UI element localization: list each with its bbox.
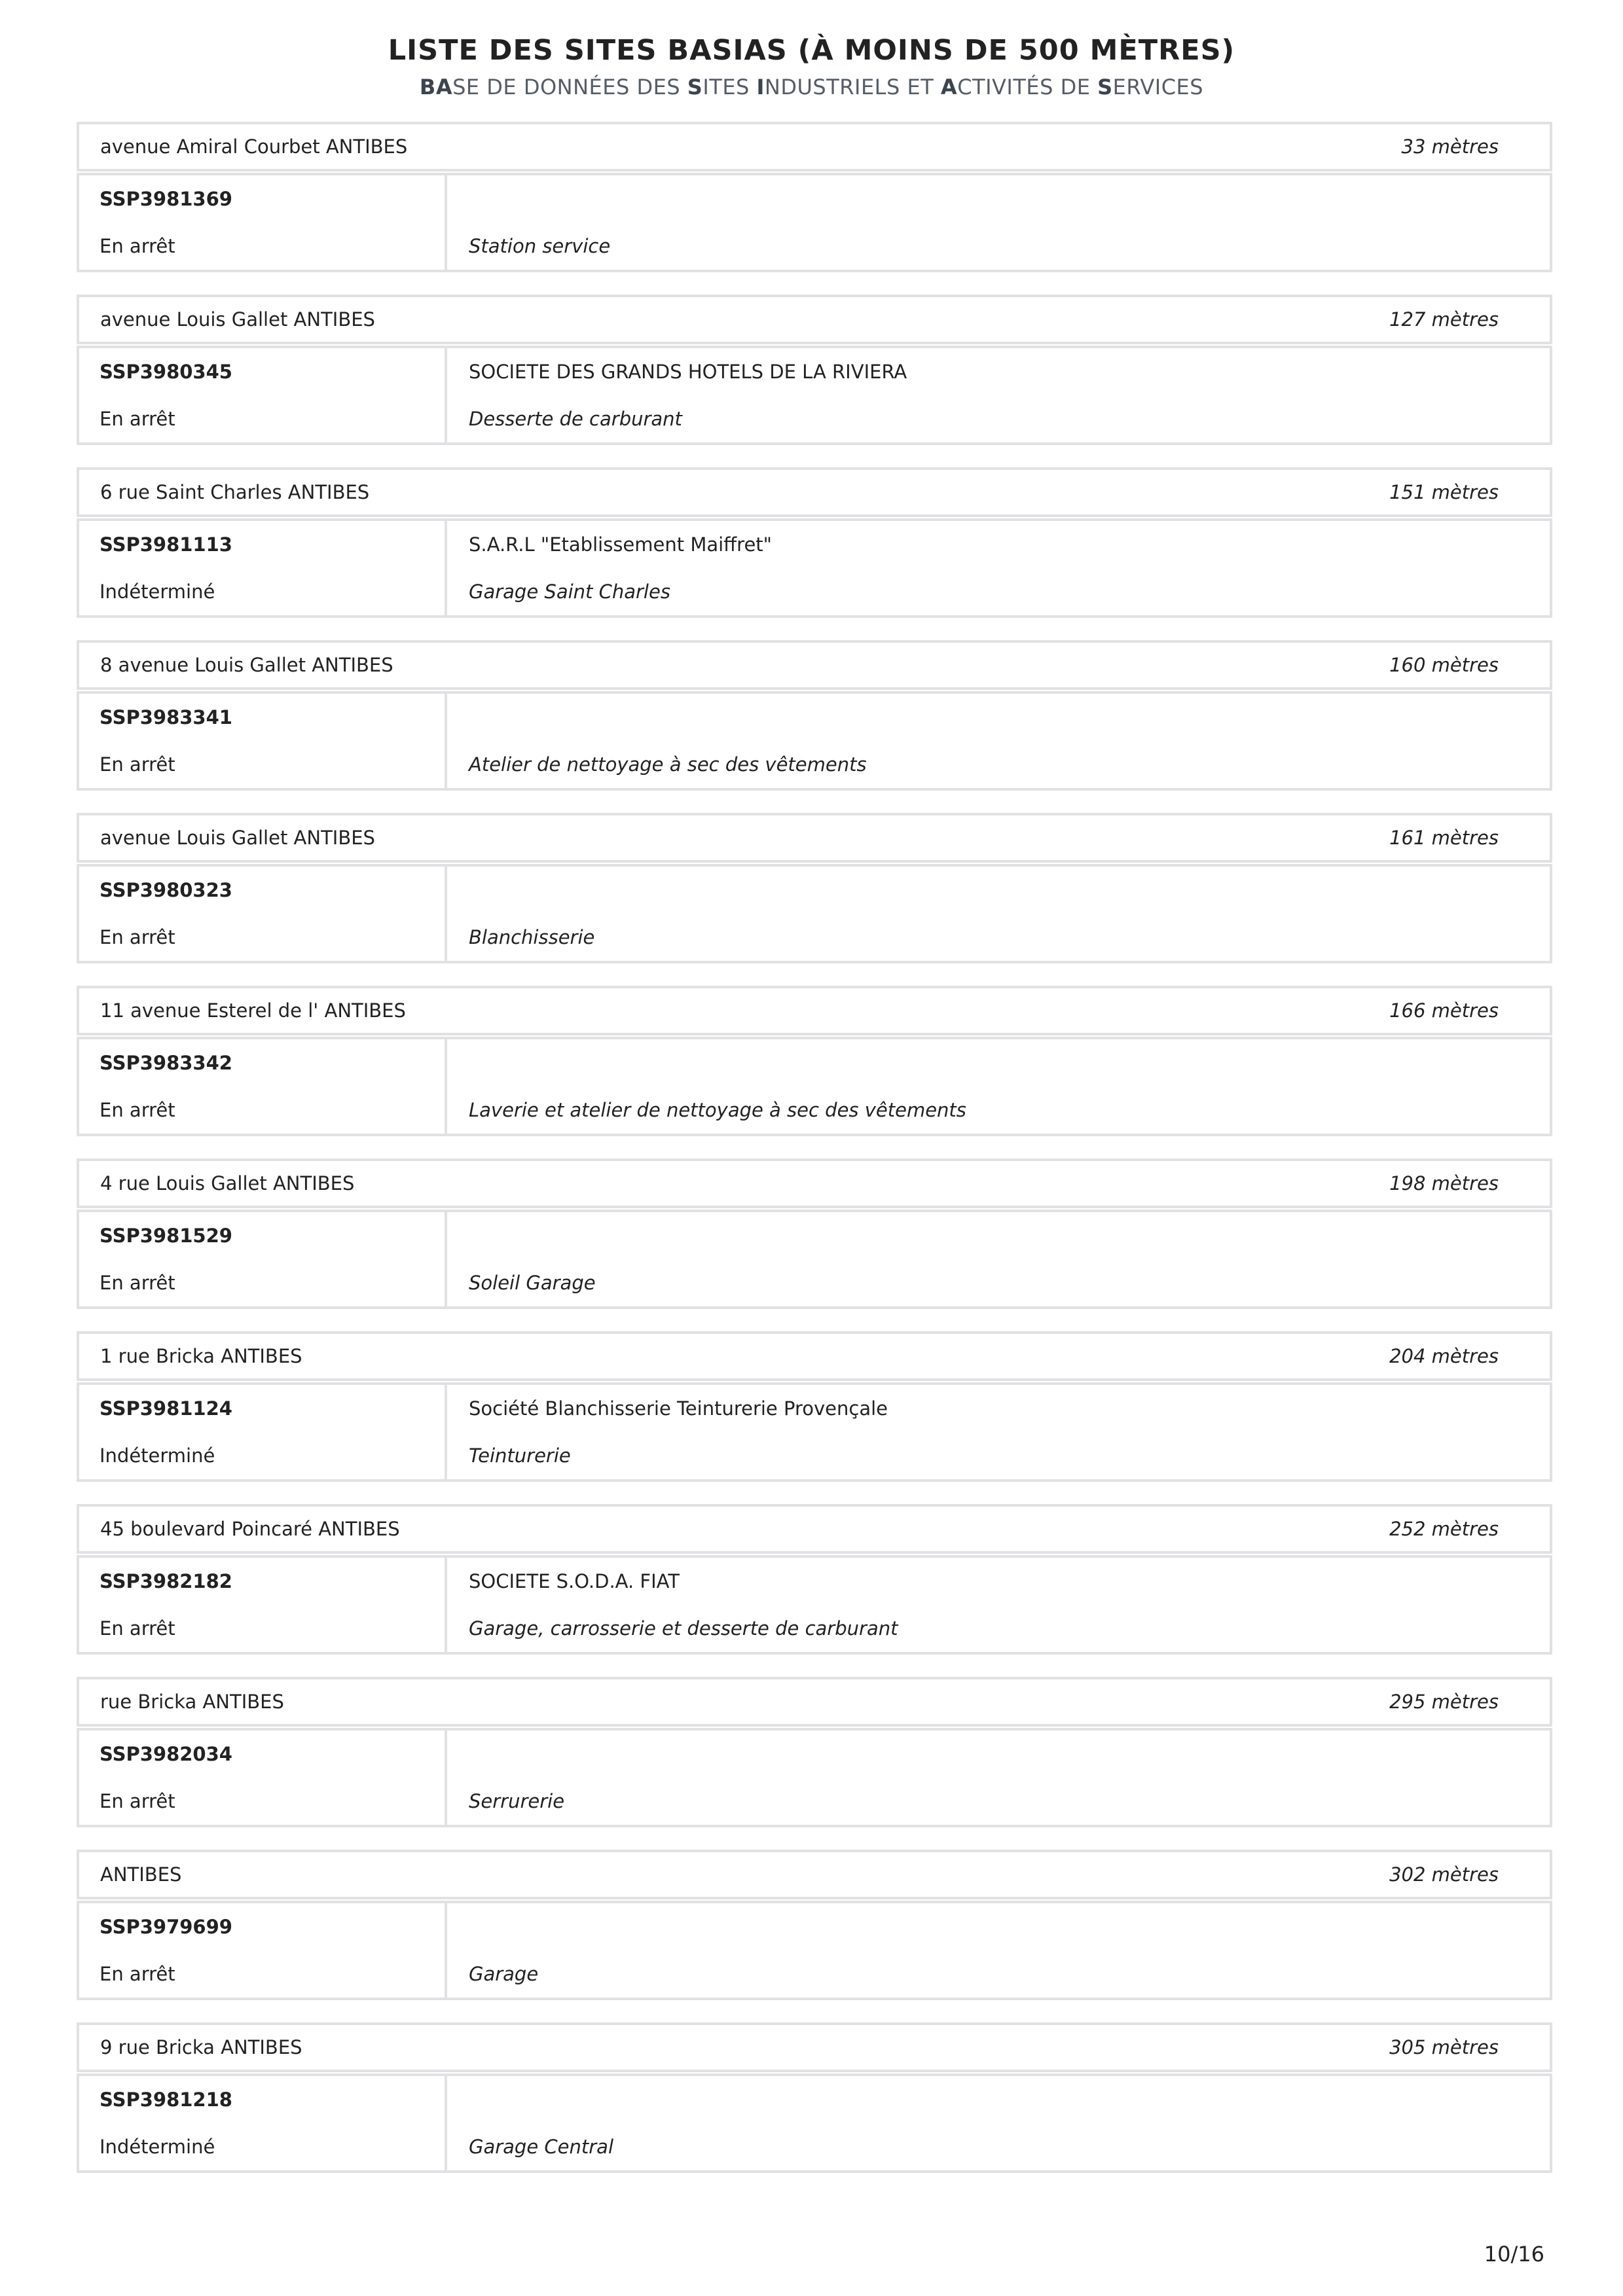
site-company: SOCIETE DES GRANDS HOTELS DE LA RIVIERA: [469, 361, 907, 383]
site-header: [77, 813, 1552, 863]
site-company: [469, 878, 1550, 902]
site-activity: Atelier de nettoyage à sec des vêtements: [469, 753, 867, 776]
site-id: SSP3983341: [100, 706, 232, 728]
site-company: S.A.R.L "Etablissement Maiffret": [469, 533, 772, 556]
site-distance: 204 mètres: [1389, 1345, 1499, 1367]
site-card: [77, 1850, 1552, 2000]
site-id: SSP3980323: [100, 879, 232, 901]
site-distance: 33 mètres: [1401, 135, 1499, 158]
site-header: [77, 2022, 1552, 2072]
page-number: 10/16: [1484, 2242, 1544, 2267]
site-activity: Station service: [469, 235, 611, 257]
site-company: [469, 1915, 1550, 1939]
site-status: Indéterminé: [100, 2136, 215, 2158]
site-activity: Desserte de carburant: [469, 408, 682, 430]
site-activity: Garage Saint Charles: [469, 581, 670, 603]
site-header: [77, 986, 1552, 1035]
site-card: [77, 1331, 1552, 1482]
site-status: En arrêt: [100, 753, 175, 776]
site-card: [77, 295, 1552, 445]
site-card: [77, 1504, 1552, 1655]
site-details: [77, 2073, 1552, 2173]
site-distance: 198 mètres: [1389, 1172, 1499, 1194]
site-company: Société Blanchisserie Teinturerie Provençale: [469, 1397, 888, 1420]
site-status: Indéterminé: [100, 581, 215, 603]
site-card: [77, 122, 1552, 272]
site-details: [77, 1555, 1552, 1655]
site-card: [77, 467, 1552, 618]
site-company: SOCIETE S.O.D.A. FIAT: [469, 1570, 680, 1592]
site-id: SSP3982182: [100, 1570, 232, 1592]
site-distance: 151 mètres: [1389, 481, 1499, 503]
site-details: [77, 864, 1552, 963]
site-details: [77, 346, 1552, 445]
site-activity: Soleil Garage: [469, 1272, 596, 1294]
site-address: 8 avenue Louis Gallet ANTIBES: [100, 654, 393, 676]
site-address: ANTIBES: [100, 1863, 182, 1886]
site-address: avenue Louis Gallet ANTIBES: [100, 308, 375, 331]
site-status: En arrêt: [100, 926, 175, 948]
site-distance: 252 mètres: [1389, 1518, 1499, 1540]
site-card: [77, 1158, 1552, 1309]
site-status: En arrêt: [100, 1272, 175, 1294]
site-distance: 305 mètres: [1389, 2036, 1499, 2058]
site-header: [77, 640, 1552, 690]
site-header: [77, 1677, 1552, 1727]
site-id: SSP3980345: [100, 361, 232, 383]
site-activity: Garage: [469, 1963, 539, 1985]
site-header: [77, 122, 1552, 171]
site-activity: Garage Central: [469, 2136, 613, 2158]
site-details: [77, 691, 1552, 791]
site-address: 11 avenue Esterel de l' ANTIBES: [100, 999, 406, 1022]
site-company: [469, 1224, 1550, 1247]
site-id: SSP3982034: [100, 1743, 232, 1765]
site-id: SSP3981218: [100, 2089, 232, 2111]
site-id: SSP3981113: [100, 533, 232, 556]
site-company: [469, 706, 1550, 729]
site-status: En arrêt: [100, 1099, 175, 1121]
site-address: 9 rue Bricka ANTIBES: [100, 2036, 302, 2058]
site-header: [77, 295, 1552, 344]
site-address: 45 boulevard Poincaré ANTIBES: [100, 1518, 400, 1540]
site-id: SSP3983342: [100, 1052, 232, 1074]
site-address: avenue Louis Gallet ANTIBES: [100, 827, 375, 849]
site-card: [77, 1677, 1552, 1827]
site-card: [77, 640, 1552, 791]
site-status: En arrêt: [100, 235, 175, 257]
site-activity: Blanchisserie: [469, 926, 595, 948]
site-details: [77, 1037, 1552, 1136]
site-card: [77, 813, 1552, 963]
site-company: [469, 187, 1550, 211]
site-header: [77, 1331, 1552, 1381]
site-details: [77, 1210, 1552, 1309]
site-address: 6 rue Saint Charles ANTIBES: [100, 481, 370, 503]
site-header: [77, 1850, 1552, 1899]
site-card: [77, 986, 1552, 1136]
site-address: rue Bricka ANTIBES: [100, 1691, 284, 1713]
site-address: 4 rue Louis Gallet ANTIBES: [100, 1172, 355, 1194]
site-list: [77, 122, 1552, 2195]
site-details: [77, 1728, 1552, 1827]
site-distance: 295 mètres: [1389, 1691, 1499, 1713]
site-status: En arrêt: [100, 408, 175, 430]
site-distance: 166 mètres: [1389, 999, 1499, 1022]
page-subtitle: BASE DE DONNÉES DES SITES INDUSTRIELS ET ACTIVITÉS DE SERVICES: [419, 75, 1204, 99]
site-status: En arrêt: [100, 1963, 175, 1985]
site-details: [77, 173, 1552, 272]
site-status: Indéterminé: [100, 1444, 215, 1467]
site-activity: Laverie et atelier de nettoyage à sec des vêtements: [469, 1099, 966, 1121]
site-distance: 127 mètres: [1389, 308, 1499, 331]
site-id: SSP3981369: [100, 188, 232, 210]
site-id: SSP3981124: [100, 1397, 232, 1420]
site-address: avenue Amiral Courbet ANTIBES: [100, 135, 408, 158]
site-id: SSP3979699: [100, 1916, 232, 1938]
site-company: [469, 1051, 1550, 1075]
site-company: [469, 1742, 1550, 1766]
site-details: [77, 1901, 1552, 2000]
site-distance: 161 mètres: [1389, 827, 1499, 849]
site-card: [77, 2022, 1552, 2173]
site-header: [77, 467, 1552, 517]
site-header: [77, 1158, 1552, 1208]
page-title: LISTE DES SITES BASIAS (À MOINS DE 500 MÈTRES): [388, 34, 1235, 67]
site-status: En arrêt: [100, 1790, 175, 1812]
site-activity: Garage, carrosserie et desserte de carburant: [469, 1617, 898, 1640]
site-activity: Teinturerie: [469, 1444, 571, 1467]
site-company: [469, 2088, 1550, 2111]
site-activity: Serrurerie: [469, 1790, 565, 1812]
site-header: [77, 1504, 1552, 1554]
site-details: [77, 518, 1552, 618]
site-address: 1 rue Bricka ANTIBES: [100, 1345, 302, 1367]
site-id: SSP3981529: [100, 1225, 232, 1247]
site-distance: 160 mètres: [1389, 654, 1499, 676]
site-status: En arrêt: [100, 1617, 175, 1640]
site-details: [77, 1382, 1552, 1482]
site-distance: 302 mètres: [1389, 1863, 1499, 1886]
